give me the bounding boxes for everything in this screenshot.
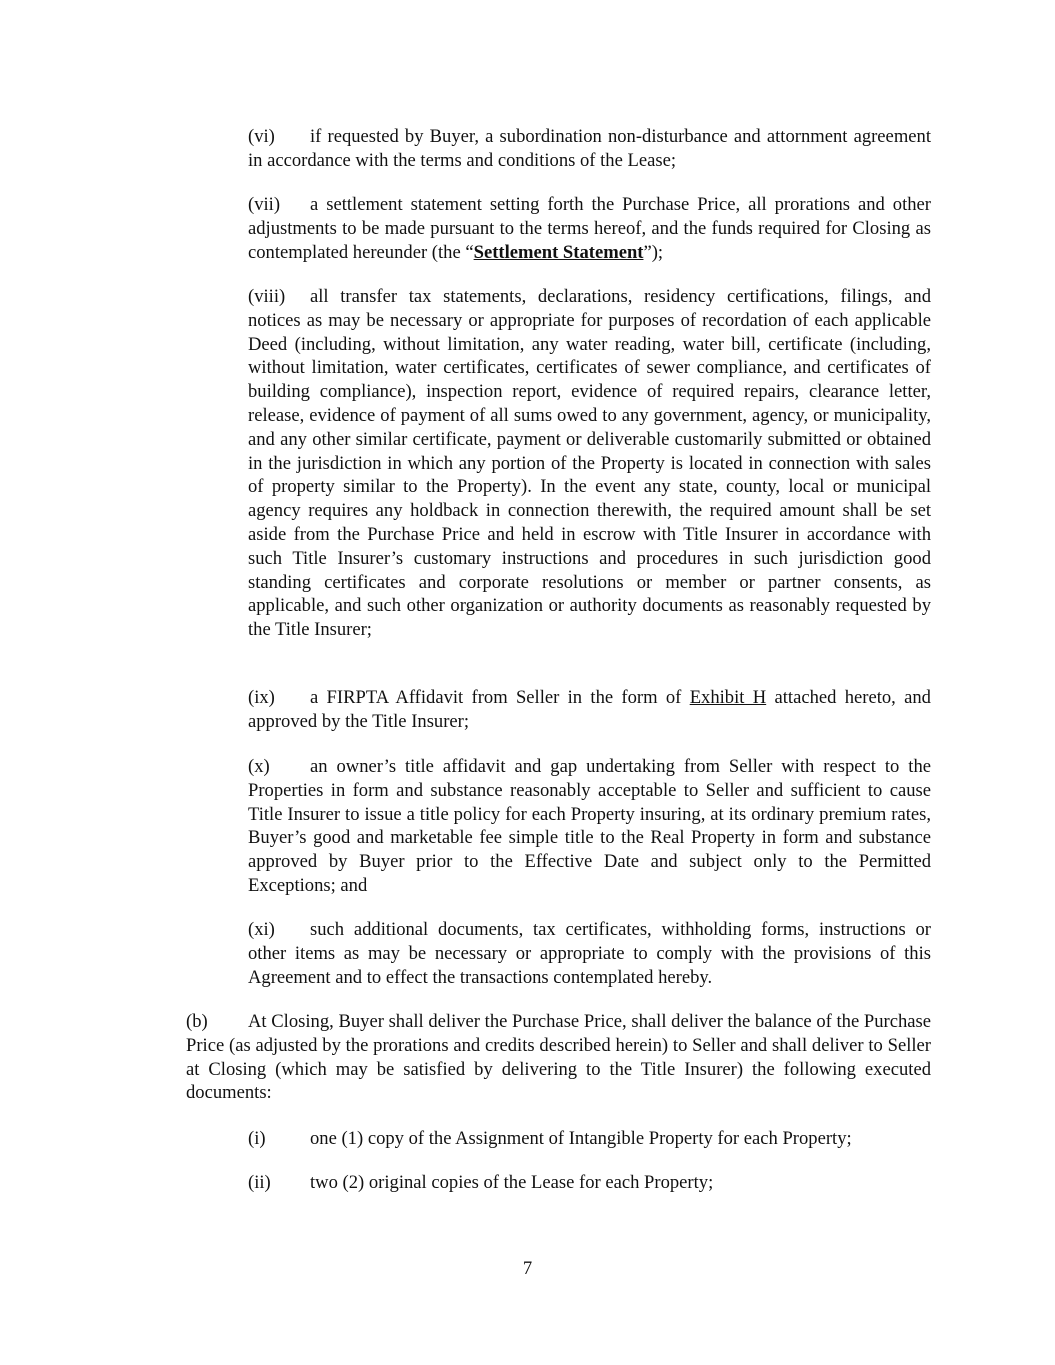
clause-number: (vii) [248,194,281,215]
clause-number: (xi) [248,919,275,940]
clause-text: all transfer tax statements, declarations, residency certifications, filings, and notices as may be necessary or appropriate for purposes of recordation of each applicable Deed (including, without limitation, any water reading, water bill, certificate (including, without limitation, water certificates, certificates of sewer compliance, and certificates of building compliance), inspection report, evidence of required repairs, clearance letter, release, evidence of payment of all sums owed to any government, agency, or municipality, and any other similar certificate, payment or deliverable customarily submitted or obtained in the jurisdiction in which any portion of the Property is located in connection with sales of property similar to the Property). In the event any state, county, local or municipal agency requires any holdback in connection therewith, the required amount shall be set aside from the Purchase Price and held in escrow with Title Insurer in accordance with such Title Insurer’s customary instructions and procedures in such jurisdiction good standing certificates and corporate resolutions or member or partner consents, as applicable, and such other organization or authority documents as reasonably requested by the Title Insurer; [248,286,931,641]
clause-text: a settlement statement setting forth the Purchase Price, all prorations and other adjustments to be made pursuant to the terms hereof, and the funds required for Closing as contemplated hereunder (the “ [248,194,931,263]
clause-number: (viii) [248,286,286,307]
clause-text: two (2) original copies of the Lease for each Property; [310,1172,714,1193]
section-text: At Closing, Buyer shall deliver the Purchase Price, shall deliver the balance of the Purchase Price (as adjusted by the prorations and credits described herein) to Seller and shall deliver to Seller at Closing (which may be satisfied by delivering to the Title Insurer) the following executed documents: [186,1011,931,1104]
clause-vi [248,125,931,173]
section-b [186,1010,931,1105]
clause-text: if requested by Buyer, a subordination non-disturbance and attornment agreement in accordance with the terms and conditions of the Lease; [248,126,931,171]
section-number: (b) [186,1011,208,1032]
clause-text-end: attached hereto, and approved by the Title Insurer; [248,687,931,732]
clause-text: a FIRPTA Affidavit from Seller in the form of [310,687,690,708]
clause-text: an owner’s title affidavit and gap undertaking from Seller with respect to the Properties in form and substance reasonably acceptable to Seller and sufficient to cause Title Insurer to issue a title policy for each Property insuring, at its ordinary premium rates, Buyer’s good and marketable fee simple title to the Real Property in form and substance approved by Buyer prior to the Effective Date and subject only to the Permitted Exceptions; and [248,756,931,896]
defined-term: Settlement Statement [473,241,644,263]
page-number: 7 [522,1258,533,1279]
clause-vii [248,193,931,264]
clause-xi [248,918,931,989]
exhibit-h-link[interactable]: Exhibit H [689,687,767,708]
clause-number: (ix) [248,687,275,708]
clause-text: one (1) copy of the Assignment of Intangible Property for each Property; [310,1128,852,1149]
clause-text-end: ”); [643,241,664,263]
clause-number: (ii) [248,1172,271,1193]
clause-x [248,755,931,898]
clause-b-i [248,1127,931,1151]
clause-viii [248,285,931,642]
clause-text: such additional documents, tax certificates, withholding forms, instructions or other items as may be necessary or appropriate to comply with the provisions of this Agreement and to effect the transactions contemplated hereby. [248,919,931,988]
clause-number: (vi) [248,126,275,147]
clause-ix [248,686,931,734]
clause-b-ii [248,1171,931,1195]
clause-number: (x) [248,756,270,777]
clause-number: (i) [248,1128,266,1149]
